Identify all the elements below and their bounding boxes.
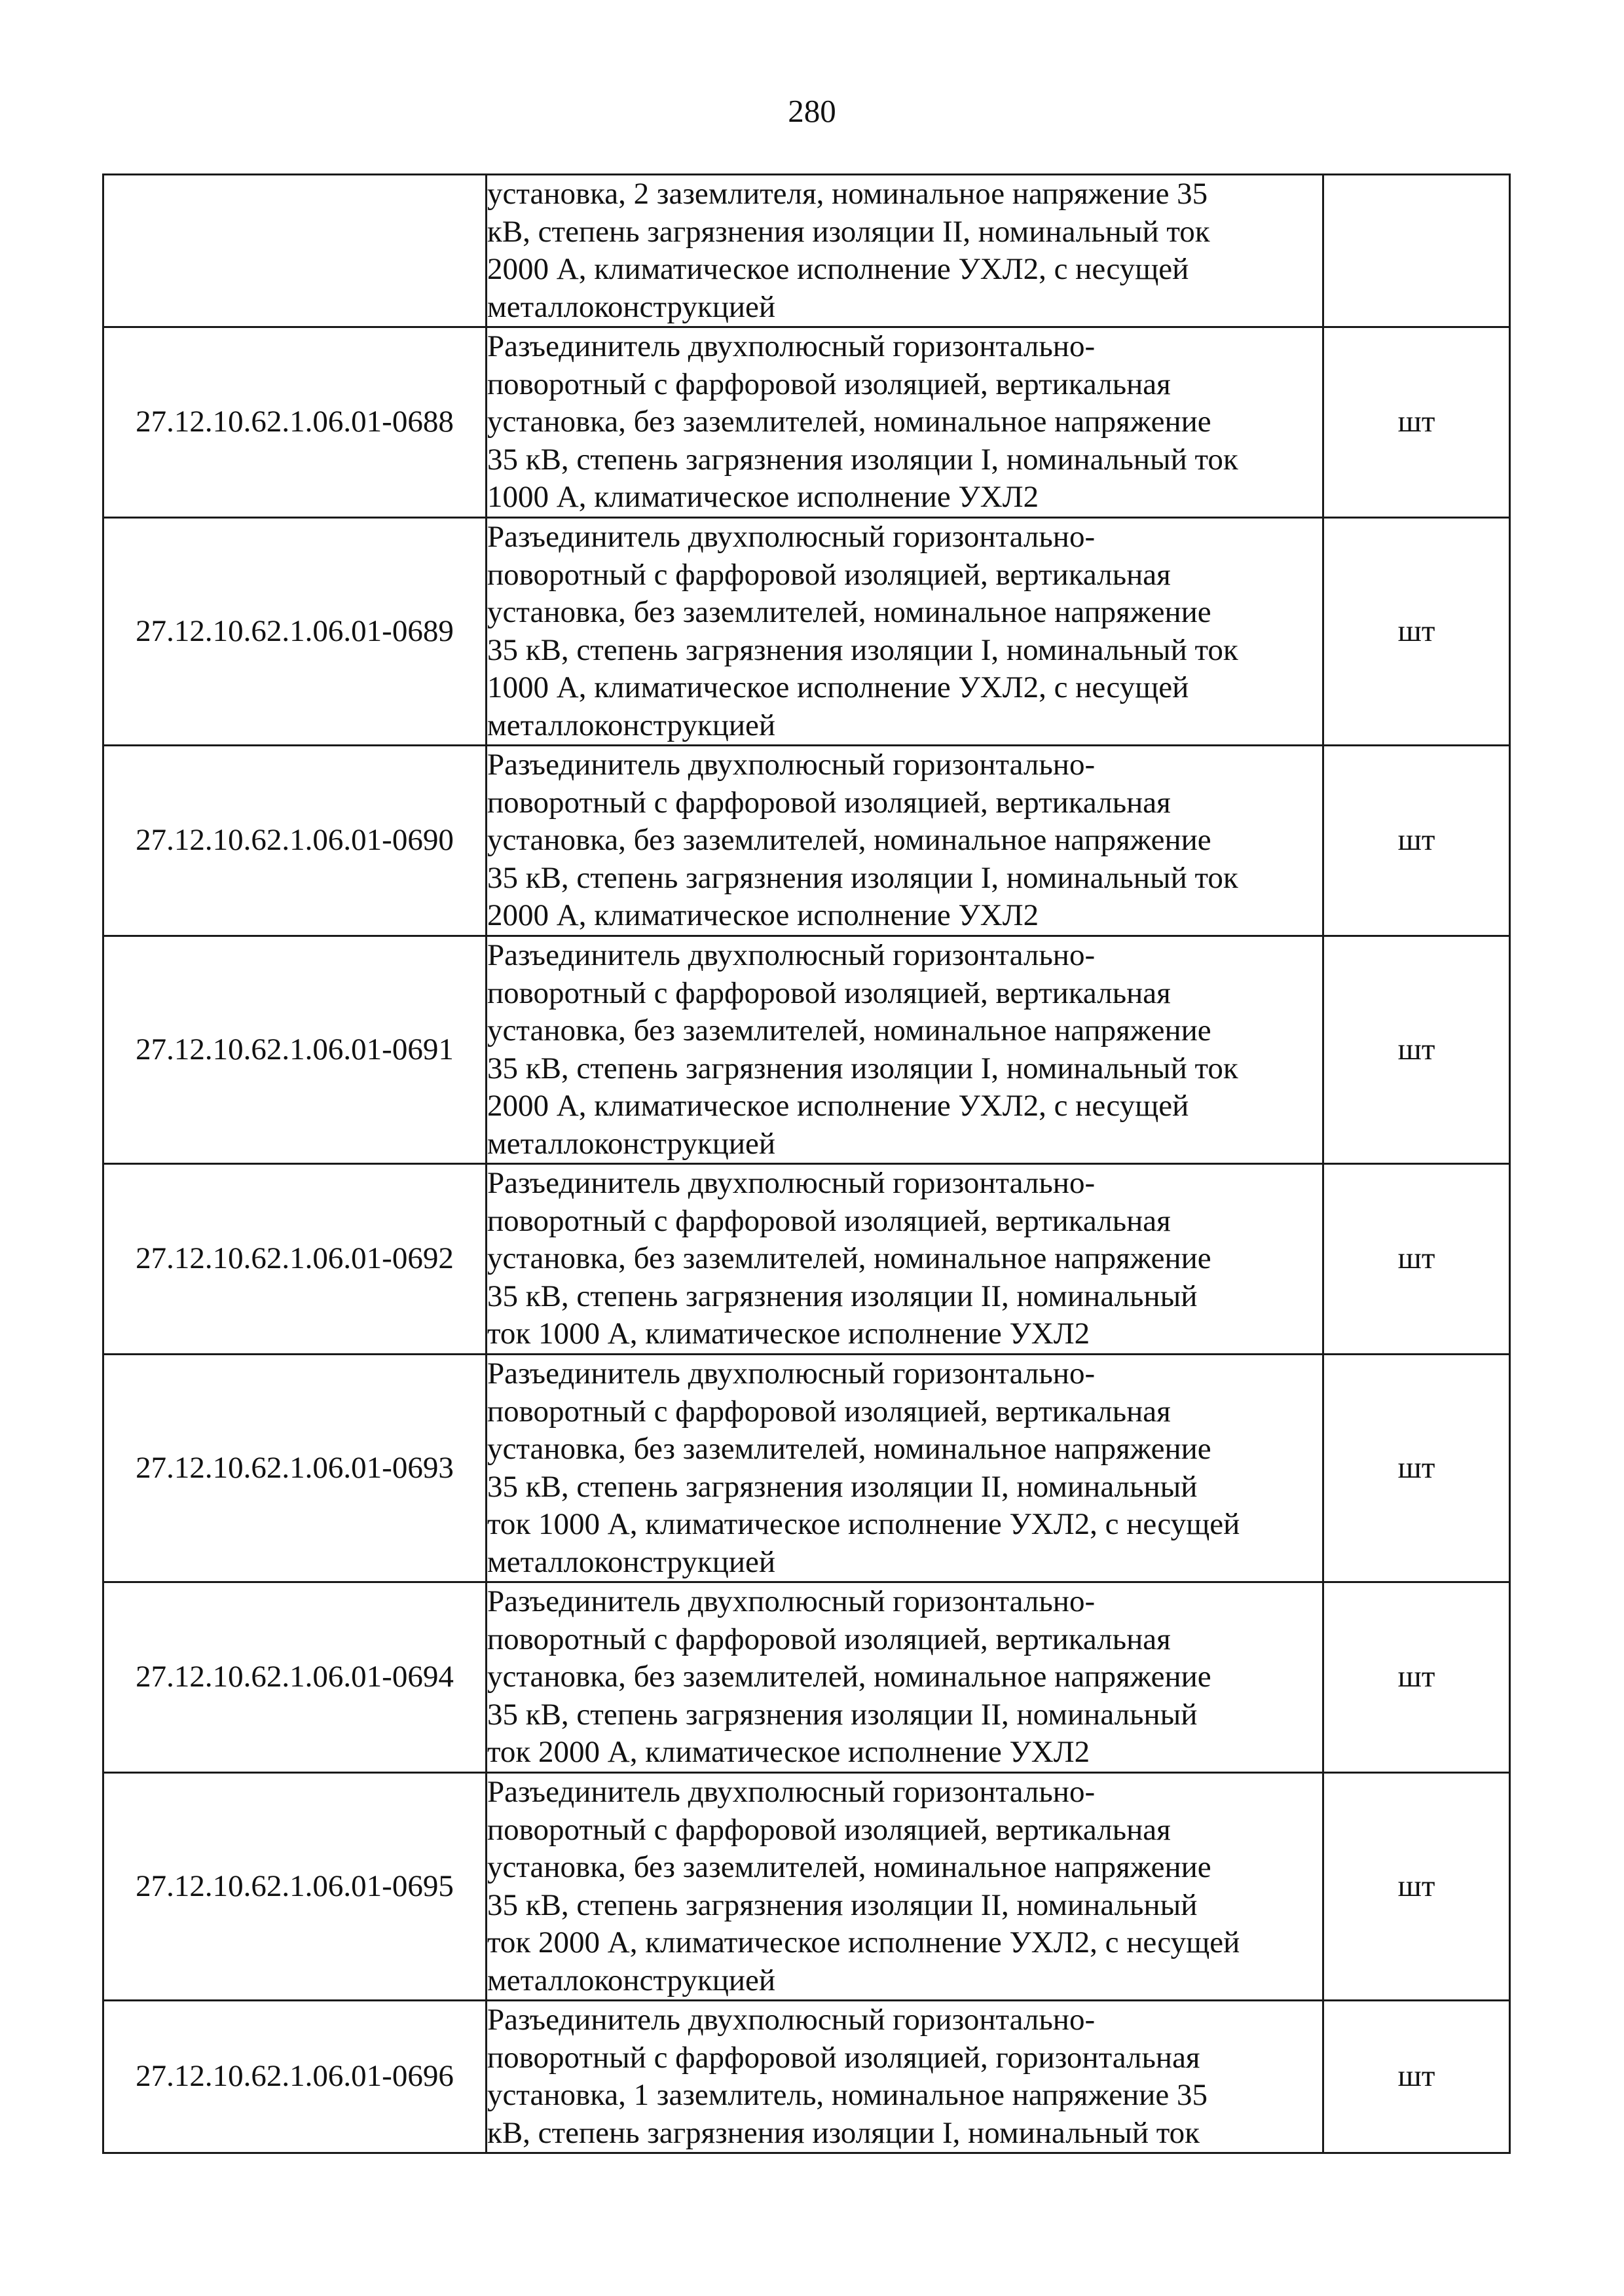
item-description-cell (487, 175, 1323, 327)
description-line: 35 кВ, степень загрязнения изоляции I, номинальный ток (487, 1051, 1238, 1085)
item-code-cell: 27.12.10.62.1.06.01-0696 (103, 2001, 487, 2153)
specification-table-body (103, 175, 1510, 2153)
unit-cell: шт (1323, 746, 1510, 936)
description-line: Разъединитель двухполюсный горизонтально- (487, 1357, 1096, 1391)
item-code-cell: 27.12.10.62.1.06.01-0690 (103, 746, 487, 936)
item-code-cell: 27.12.10.62.1.06.01-0692 (103, 1164, 487, 1355)
description-line: установка, без заземлителей, номинальное напряжение (487, 595, 1211, 629)
description-line: 35 кВ, степень загрязнения изоляции II, номинальный (487, 1279, 1198, 1313)
item-code-cell: 27.12.10.62.1.06.01-0688 (103, 327, 487, 518)
description-line: 35 кВ, степень загрязнения изоляции I, номинальный ток (487, 632, 1238, 667)
description-line: Разъединитель двухполюсный горизонтально- (487, 1775, 1096, 1809)
description-line: металлоконструкцией (487, 708, 776, 742)
table-row (103, 327, 1510, 518)
unit-cell: шт (1323, 2001, 1510, 2153)
description-line: Разъединитель двухполюсный горизонтально- (487, 1166, 1096, 1201)
description-line: установка, без заземлителей, номинальное напряжение (487, 1850, 1211, 1884)
description-line: Разъединитель двухполюсный горизонтально- (487, 2003, 1096, 2037)
description-line: поворотный с фарфоровой изоляцией, вертикальная (487, 557, 1171, 592)
description-line: поворотный с фарфоровой изоляцией, вертикальная (487, 1812, 1171, 1847)
description-line: металлоконструкцией (487, 289, 776, 324)
description-line: 2000 А, климатическое исполнение УХЛ2 (487, 898, 1039, 933)
description-line: ток 2000 А, климатическое исполнение УХЛ2, с несущей (487, 1925, 1240, 1959)
table-row (103, 518, 1510, 746)
item-description-cell (487, 1582, 1323, 1773)
unit-cell: шт (1323, 1164, 1510, 1355)
description-line: металлоконструкцией (487, 1963, 776, 1997)
item-description-cell (487, 1355, 1323, 1582)
item-description-cell (487, 746, 1323, 936)
description-line: 35 кВ, степень загрязнения изоляции II, номинальный (487, 1697, 1198, 1732)
description-line: ток 2000 А, климатическое исполнение УХЛ2 (487, 1735, 1090, 1770)
description-line: поворотный с фарфоровой изоляцией, вертикальная (487, 975, 1171, 1010)
description-line: Разъединитель двухполюсный горизонтально- (487, 520, 1096, 554)
description-line: установка, 2 заземлителя, номинальное напряжение 35 (487, 177, 1208, 211)
table-row (103, 2001, 1510, 2153)
description-line: поворотный с фарфоровой изоляцией, вертикальная (487, 785, 1171, 820)
description-line: установка, без заземлителей, номинальное напряжение (487, 1241, 1211, 1276)
description-line: поворотный с фарфоровой изоляцией, вертикальная (487, 1203, 1171, 1238)
description-line: 2000 А, климатическое исполнение УХЛ2, с несущей (487, 252, 1189, 286)
description-line: поворотный с фарфоровой изоляцией, вертикальная (487, 1622, 1171, 1656)
description-line: 35 кВ, степень загрязнения изоляции I, номинальный ток (487, 442, 1238, 477)
description-line: Разъединитель двухполюсный горизонтально- (487, 329, 1096, 364)
description-line: 35 кВ, степень загрязнения изоляции I, номинальный ток (487, 860, 1238, 895)
description-line: 35 кВ, степень загрязнения изоляции II, номинальный (487, 1887, 1198, 1922)
table-row (103, 936, 1510, 1164)
description-line: поворотный с фарфоровой изоляцией, вертикальная (487, 367, 1171, 401)
table-row (103, 1582, 1510, 1773)
description-line: кВ, степень загрязнения изоляции I, номинальный ток (487, 2115, 1200, 2150)
unit-cell: шт (1323, 327, 1510, 518)
description-line: установка, 1 заземлитель, номинальное напряжение 35 (487, 2078, 1208, 2112)
item-code-cell (103, 175, 487, 327)
description-line: металлоконструкцией (487, 1544, 776, 1579)
description-line: установка, без заземлителей, номинальное напряжение (487, 405, 1211, 439)
item-description-cell (487, 327, 1323, 518)
item-description-cell (487, 2001, 1323, 2153)
unit-cell: шт (1323, 1773, 1510, 2001)
item-description-cell (487, 936, 1323, 1164)
description-line: 1000 А, климатическое исполнение УХЛ2, с несущей (487, 670, 1189, 704)
table-row (103, 175, 1510, 327)
description-line: Разъединитель двухполюсный горизонтально- (487, 938, 1096, 972)
description-line: 1000 А, климатическое исполнение УХЛ2 (487, 480, 1039, 515)
description-line: установка, без заземлителей, номинальное напряжение (487, 1013, 1211, 1048)
description-line: Разъединитель двухполюсный горизонтально- (487, 1584, 1096, 1619)
item-code-cell: 27.12.10.62.1.06.01-0695 (103, 1773, 487, 2001)
description-line: поворотный с фарфоровой изоляцией, вертикальная (487, 1394, 1171, 1429)
page-number: 280 (788, 93, 836, 129)
table-row (103, 1355, 1510, 1582)
item-code-cell: 27.12.10.62.1.06.01-0693 (103, 1355, 487, 1582)
table-row (103, 1773, 1510, 2001)
description-line: 2000 А, климатическое исполнение УХЛ2, с несущей (487, 1089, 1189, 1123)
description-line: металлоконструкцией (487, 1126, 776, 1161)
item-code-cell: 27.12.10.62.1.06.01-0689 (103, 518, 487, 746)
description-line: ток 1000 А, климатическое исполнение УХЛ2, с несущей (487, 1507, 1240, 1541)
unit-cell (1323, 175, 1510, 327)
description-line: кВ, степень загрязнения изоляции II, номинальный ток (487, 214, 1210, 249)
item-description-cell (487, 1773, 1323, 2001)
item-description-cell (487, 1164, 1323, 1355)
specification-table (102, 173, 1511, 2154)
item-description-cell (487, 518, 1323, 746)
description-line: установка, без заземлителей, номинальное напряжение (487, 1432, 1211, 1466)
unit-cell: шт (1323, 518, 1510, 746)
description-line: установка, без заземлителей, номинальное напряжение (487, 1660, 1211, 1694)
description-line: ток 1000 А, климатическое исполнение УХЛ2 (487, 1317, 1090, 1351)
description-line: 35 кВ, степень загрязнения изоляции II, номинальный (487, 1469, 1198, 1504)
unit-cell: шт (1323, 1582, 1510, 1773)
item-code-cell: 27.12.10.62.1.06.01-0691 (103, 936, 487, 1164)
item-code-cell: 27.12.10.62.1.06.01-0694 (103, 1582, 487, 1773)
description-line: установка, без заземлителей, номинальное напряжение (487, 823, 1211, 858)
description-line: поворотный с фарфоровой изоляцией, горизонтальная (487, 2040, 1200, 2075)
unit-cell: шт (1323, 1355, 1510, 1582)
description-line: Разъединитель двухполюсный горизонтально- (487, 748, 1096, 782)
table-row (103, 1164, 1510, 1355)
table-row (103, 746, 1510, 936)
unit-cell: шт (1323, 936, 1510, 1164)
